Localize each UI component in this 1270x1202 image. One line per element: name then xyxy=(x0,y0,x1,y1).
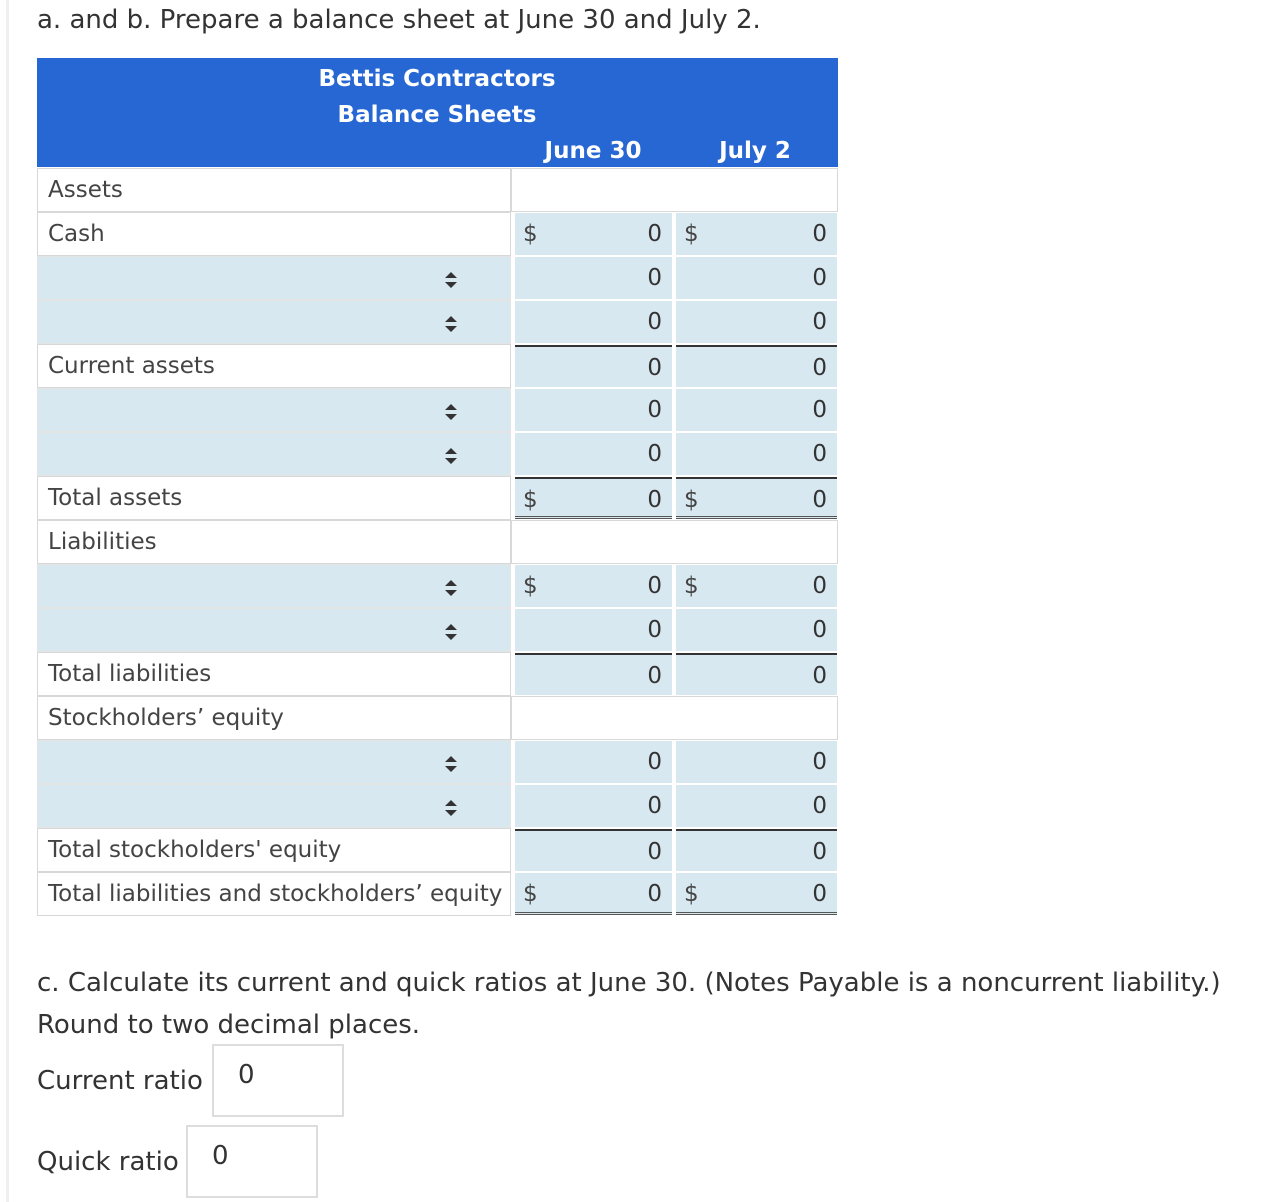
row-label-cell xyxy=(37,344,511,388)
account-select[interactable] xyxy=(37,256,511,300)
amount-value: 0 xyxy=(812,265,827,291)
row-label: Total stockholders' equity xyxy=(48,837,342,863)
june-30-amount-input[interactable] xyxy=(515,741,672,783)
table-row xyxy=(37,872,838,916)
amount-value: 0 xyxy=(812,793,827,819)
amount-value: 0 xyxy=(647,487,662,513)
july-2-amount-input[interactable] xyxy=(676,741,837,783)
select-arrows-icon xyxy=(444,755,458,773)
amount-value: 0 xyxy=(812,749,827,775)
table-row xyxy=(37,784,838,828)
july-2-amount-input[interactable] xyxy=(676,301,837,343)
june-30-amount-input[interactable] xyxy=(515,653,672,695)
dollar-sign: $ xyxy=(684,487,699,513)
amount-value: 0 xyxy=(812,573,827,599)
amount-value: 0 xyxy=(647,309,662,335)
row-label: Total liabilities xyxy=(48,661,212,687)
part-c-instructions: c. Calculate its current and quick ratios at June 30. (Notes Payable is a noncurrent liability.) Round to two decimal places. xyxy=(37,968,1221,1040)
empty-amount-cell xyxy=(511,520,838,564)
row-label: Stockholders’ equity xyxy=(48,705,284,731)
amount-value: 0 xyxy=(812,309,827,335)
amount-value: 0 xyxy=(647,663,662,689)
table-row xyxy=(37,300,838,344)
current-ratio-value: 0 xyxy=(238,1060,255,1090)
amount-value: 0 xyxy=(647,793,662,819)
row-label: Cash xyxy=(48,221,105,247)
account-select[interactable] xyxy=(37,740,511,784)
amount-value: 0 xyxy=(812,397,827,423)
account-select[interactable] xyxy=(37,564,511,608)
column-header-july-2: July 2 xyxy=(719,138,791,164)
dollar-sign: $ xyxy=(684,881,699,907)
quick-ratio-label: Quick ratio xyxy=(37,1147,179,1177)
amount-value: 0 xyxy=(812,617,827,643)
quick-ratio-input[interactable] xyxy=(186,1125,318,1198)
balance-sheet-table xyxy=(37,58,838,918)
amount-value: 0 xyxy=(647,617,662,643)
select-arrows-icon xyxy=(444,623,458,641)
amount-value: 0 xyxy=(812,663,827,689)
july-2-amount-input[interactable] xyxy=(676,565,837,607)
row-label: Total liabilities and stockholders’ equity xyxy=(48,881,503,907)
row-label: Liabilities xyxy=(48,529,157,555)
june-30-amount-input[interactable] xyxy=(515,257,672,299)
amount-value: 0 xyxy=(647,839,662,865)
july-2-amount-input[interactable] xyxy=(676,213,837,255)
account-select[interactable] xyxy=(37,388,511,432)
table-row xyxy=(37,828,838,872)
current-ratio-label: Current ratio xyxy=(37,1066,203,1096)
select-arrows-icon xyxy=(444,271,458,289)
table-row xyxy=(37,564,838,608)
amount-value: 0 xyxy=(812,487,827,513)
june-30-amount-input[interactable] xyxy=(515,345,672,387)
amount-value: 0 xyxy=(647,441,662,467)
june-30-amount-input[interactable] xyxy=(515,477,672,519)
quick-ratio-value: 0 xyxy=(212,1141,229,1171)
dollar-sign: $ xyxy=(523,221,538,247)
left-border xyxy=(6,0,9,1202)
row-label-cell xyxy=(37,652,511,696)
table-row xyxy=(37,652,838,696)
table-row xyxy=(37,388,838,432)
row-label-cell xyxy=(37,168,511,212)
statement-name: Balance Sheets xyxy=(337,102,537,128)
amount-value: 0 xyxy=(647,265,662,291)
account-select[interactable] xyxy=(37,784,511,828)
amount-value: 0 xyxy=(647,221,662,247)
row-label-cell xyxy=(37,520,511,564)
table-row xyxy=(37,432,838,476)
select-arrows-icon xyxy=(444,403,458,421)
row-label: Total assets xyxy=(48,485,183,511)
account-select[interactable] xyxy=(37,608,511,652)
july-2-amount-input[interactable] xyxy=(676,609,837,651)
current-ratio-input[interactable] xyxy=(212,1044,344,1117)
july-2-amount-input[interactable] xyxy=(676,345,837,387)
table-row xyxy=(37,696,838,740)
june-30-amount-input[interactable] xyxy=(515,389,672,431)
amount-value: 0 xyxy=(812,441,827,467)
july-2-amount-input[interactable] xyxy=(676,785,837,827)
table-row xyxy=(37,344,838,388)
july-2-amount-input[interactable] xyxy=(676,433,837,475)
row-label-cell xyxy=(37,828,511,872)
empty-amount-cell xyxy=(511,168,838,212)
dollar-sign: $ xyxy=(523,573,538,599)
june-30-amount-input[interactable] xyxy=(515,565,672,607)
dollar-sign: $ xyxy=(523,487,538,513)
amount-value: 0 xyxy=(812,221,827,247)
july-2-amount-input[interactable] xyxy=(676,873,837,915)
july-2-amount-input[interactable] xyxy=(676,389,837,431)
amount-value: 0 xyxy=(812,881,827,907)
amount-value: 0 xyxy=(812,355,827,381)
dollar-sign: $ xyxy=(684,221,699,247)
june-30-amount-input[interactable] xyxy=(515,829,672,871)
june-30-amount-input[interactable] xyxy=(515,873,672,915)
row-label: Current assets xyxy=(48,353,215,379)
row-label-cell xyxy=(37,476,511,520)
column-header-june-30: June 30 xyxy=(544,138,642,164)
table-row xyxy=(37,256,838,300)
july-2-amount-input[interactable] xyxy=(676,477,837,519)
july-2-amount-input[interactable] xyxy=(676,257,837,299)
row-label-cell xyxy=(37,212,511,256)
june-30-amount-input[interactable] xyxy=(515,785,672,827)
dollar-sign: $ xyxy=(523,881,538,907)
table-row xyxy=(37,168,838,212)
dollar-sign: $ xyxy=(684,573,699,599)
row-label-cell xyxy=(37,872,511,916)
table-header xyxy=(37,58,838,167)
select-arrows-icon xyxy=(444,799,458,817)
table-row xyxy=(37,608,838,652)
amount-value: 0 xyxy=(647,355,662,381)
select-arrows-icon xyxy=(444,579,458,597)
table-row xyxy=(37,520,838,564)
empty-amount-cell xyxy=(511,696,838,740)
july-2-amount-input[interactable] xyxy=(676,653,837,695)
amount-value: 0 xyxy=(647,881,662,907)
table-row xyxy=(37,212,838,256)
row-label: Assets xyxy=(48,177,123,203)
account-select[interactable] xyxy=(37,432,511,476)
row-label-cell xyxy=(37,696,511,740)
select-arrows-icon xyxy=(444,315,458,333)
table-row xyxy=(37,476,838,520)
amount-value: 0 xyxy=(812,839,827,865)
amount-value: 0 xyxy=(647,573,662,599)
account-select[interactable] xyxy=(37,300,511,344)
part-ab-instructions: a. and b. Prepare a balance sheet at June 30 and July 2. xyxy=(37,5,761,35)
june-30-amount-input[interactable] xyxy=(515,301,672,343)
june-30-amount-input[interactable] xyxy=(515,433,672,475)
select-arrows-icon xyxy=(444,447,458,465)
july-2-amount-input[interactable] xyxy=(676,829,837,871)
table-row xyxy=(37,740,838,784)
june-30-amount-input[interactable] xyxy=(515,609,672,651)
company-name: Bettis Contractors xyxy=(318,66,556,92)
amount-value: 0 xyxy=(647,749,662,775)
june-30-amount-input[interactable] xyxy=(515,213,672,255)
amount-value: 0 xyxy=(647,397,662,423)
